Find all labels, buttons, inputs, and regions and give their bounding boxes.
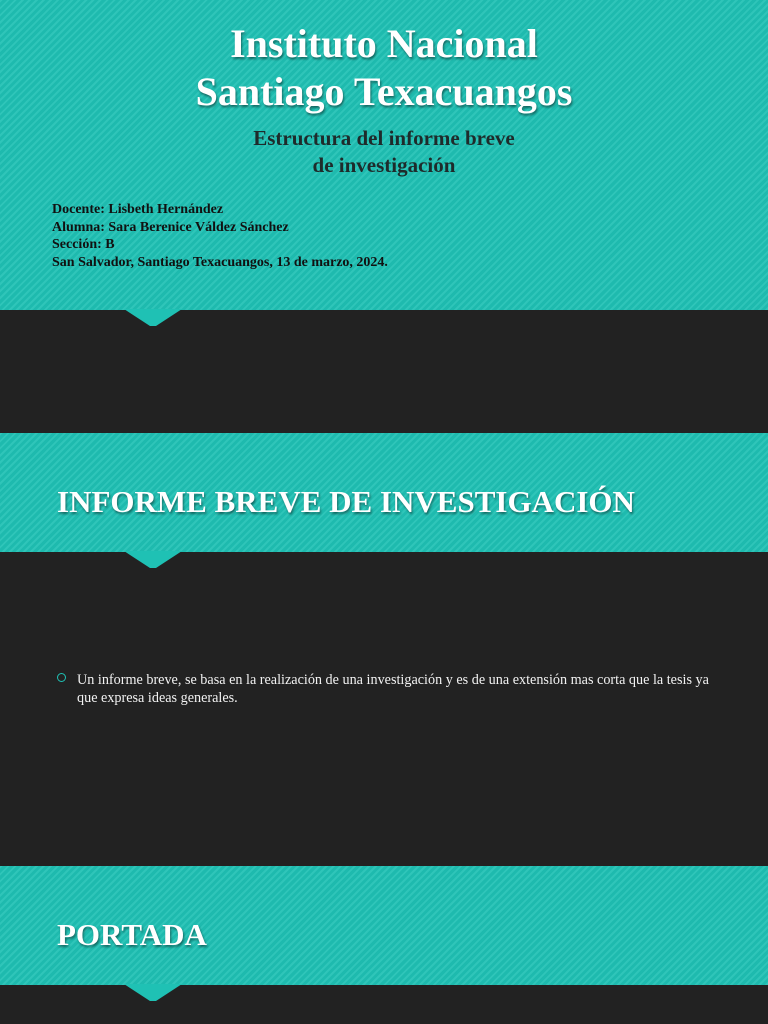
hollow-circle-bullet-icon [57,673,66,682]
place-date-line: San Salvador, Santiago Texacuangos, 13 de marzo, 2024. [52,254,388,270]
slide-3-title: PORTADA [57,917,207,952]
slide-notch [124,984,182,1002]
slide-notch [124,309,182,327]
presentation-subtitle [0,125,768,179]
list-item [57,671,717,707]
student-line: Alumna: Sara Berenice Váldez Sánchez [52,219,289,235]
institute-title [0,20,768,116]
author-info-block [52,201,388,271]
slide-3-body [0,985,768,1024]
slide-notch [124,551,182,569]
teacher-line: Docente: Lisbeth Hernández [52,202,224,217]
title-slide-body [0,310,768,433]
subtitle-line-1: Estructura del informe breve [253,126,515,150]
section-line: Sección: B [52,237,115,252]
slide-2-title: INFORME BREVE DE INVESTIGACIÓN [57,484,635,519]
subtitle-line-2: de investigación [312,153,456,177]
institute-title-line-2: Santiago Texacuangos [195,69,573,114]
institute-title-line-1: Instituto Nacional [230,21,538,66]
slide-2-body [0,552,768,866]
bullet-text: Un informe breve, se basa en la realización de una investigación y es de una extensión mas corta que la tesis ya que expresa ideas generales. [77,672,709,706]
